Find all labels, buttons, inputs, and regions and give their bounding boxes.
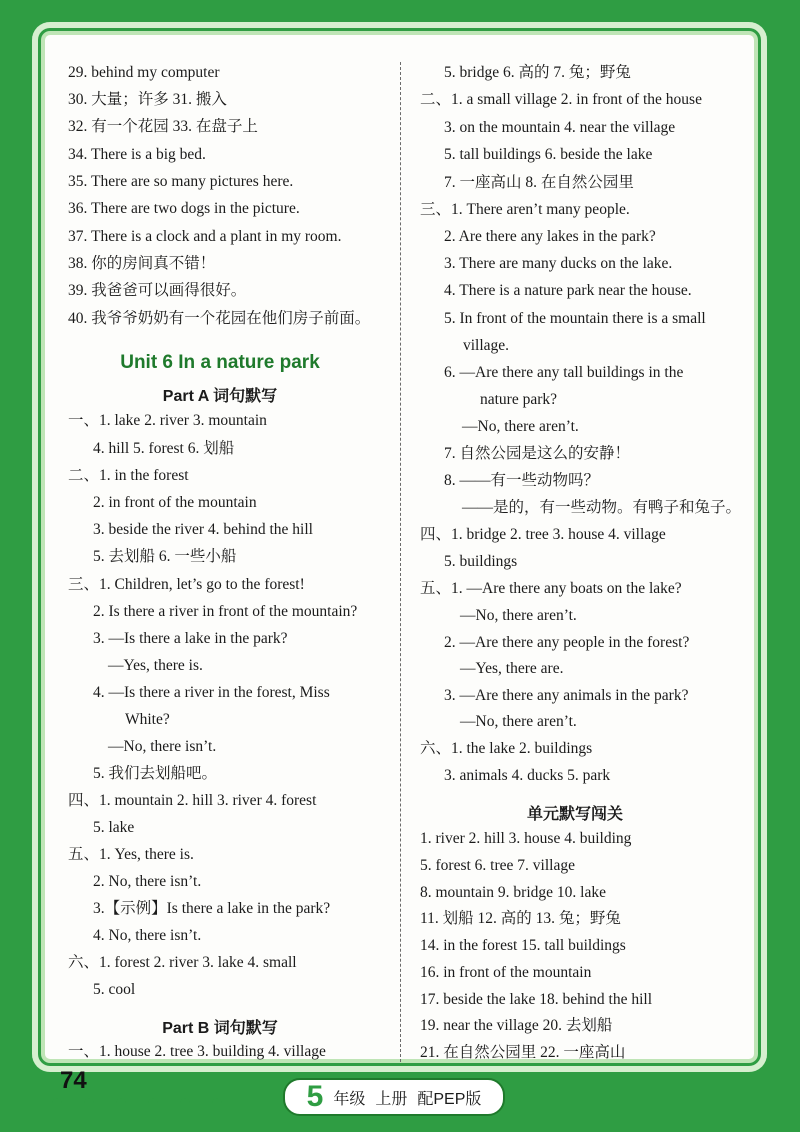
answer-line: 30. 大量；许多 31. 搬入 [68, 91, 227, 108]
answer-line: 六、1. the lake 2. buildings [420, 740, 593, 757]
answer-line: 5. buildings [444, 553, 518, 570]
unit-test-title: 单元默写闯关 [526, 806, 623, 823]
answer-line: 5. tall buildings 6. beside the lake [444, 146, 653, 163]
answer-line: 2. No, there isn’t. [93, 873, 202, 890]
page-number: 74 [60, 1067, 87, 1094]
answer-line: 三、1. Children, let’s go to the forest! [68, 576, 305, 593]
answer-line: 5. 我们去划船吧。 [93, 765, 218, 782]
answer-line: 39. 我爸爸可以画得很好。 [68, 282, 247, 299]
answer-line: 8. mountain 9. bridge 10. lake [420, 884, 606, 901]
answer-line: 2. Is there a river in front of the mountain? [93, 603, 358, 620]
answer-line: 三、1. There aren’t many people. [420, 201, 630, 218]
answer-line: 2. in front of the mountain [93, 494, 257, 511]
answer-line: 4. No, there isn’t. [93, 927, 202, 944]
unit-title: Unit 6 In a nature park [120, 352, 320, 373]
answer-line: 3. —Is there a lake in the park? [93, 630, 288, 647]
answer-line: 四、1. bridge 2. tree 3. house 4. village [420, 526, 666, 543]
grade-label: 年级 [333, 1090, 366, 1108]
answer-line: 29. behind my computer [68, 64, 220, 81]
answer-line: 5. 去划船 6. 一些小船 [93, 548, 237, 565]
answer-line: 3. There are many ducks on the lake. [444, 255, 673, 272]
answer-line: 3.【示例】Is there a lake in the park? [93, 900, 331, 917]
answer-line: 4. —Is there a river in the forest, Miss [93, 684, 330, 701]
answer-line: 五、1. Yes, there is. [68, 846, 194, 863]
answer-line: —No, there aren’t. [460, 713, 577, 730]
answer-line: —No, there aren’t. [460, 607, 577, 624]
answer-line: 11. 划船 12. 高的 13. 兔；野兔 [420, 910, 621, 927]
volume-label: 上册 [375, 1090, 408, 1108]
edition-label: 配PEP版 [417, 1090, 482, 1108]
footer-stripes [52, 1098, 232, 1132]
answer-line: 5. lake [93, 819, 135, 836]
answer-line: 3. —Are there any animals in the park? [444, 687, 689, 704]
answer-line: —Yes, there is. [108, 657, 203, 674]
answer-line: 3. animals 4. ducks 5. park [444, 767, 611, 784]
answer-line: 4. hill 5. forest 6. 划船 [93, 440, 235, 457]
answer-line: 16. in front of the mountain [420, 964, 592, 981]
answer-line: 4. There is a nature park near the house. [444, 282, 692, 299]
part-a-title: Part A 词句默写 [162, 388, 278, 405]
answer-line: 一、1. lake 2. river 3. mountain [68, 412, 267, 429]
answer-line: 5. cool [93, 981, 136, 998]
answer-line: 四、1. mountain 2. hill 3. river 4. forest [68, 792, 317, 809]
answer-line: 6. —Are there any tall buildings in the [444, 364, 684, 381]
answer-line: 五、1. —Are there any boats on the lake? [420, 580, 682, 597]
answer-line: 17. beside the lake 18. behind the hill [420, 991, 653, 1008]
answer-line: 14. in the forest 15. tall buildings [420, 937, 626, 954]
answer-line: ——是的，有一些动物。有鸭子和兔子。 [462, 499, 742, 516]
answer-line: nature park? [480, 391, 558, 408]
answer-line: 5. bridge 6. 高的 7. 兔；野兔 [444, 64, 631, 81]
answer-line: 7. 一座高山 8. 在自然公园里 [444, 174, 634, 191]
answer-line: 二、1. in the forest [68, 467, 189, 484]
answer-line: 5. In front of the mountain there is a small [444, 310, 706, 327]
answer-line: 3. beside the river 4. behind the hill [93, 521, 313, 538]
answer-line: 40. 我爷爷奶奶有一个花园在他们房子前面。 [68, 310, 371, 327]
answer-line: 2. —Are there any people in the forest? [444, 634, 690, 651]
answer-line: 36. There are two dogs in the picture. [68, 200, 300, 217]
answer-line: 37. There is a clock and a plant in my room. [68, 228, 342, 245]
answer-line: 7. 自然公园是这么的安静！ [444, 445, 631, 462]
answer-line: 5. forest 6. tree 7. village [420, 857, 575, 874]
answer-line: 19. near the village 20. 去划船 [420, 1017, 613, 1034]
answer-line: —No, there isn’t. [108, 738, 217, 755]
grade-number: 5 [306, 1080, 324, 1113]
answer-line: 六、1. forest 2. river 3. lake 4. small [68, 954, 297, 971]
answer-line: 3. on the mountain 4. near the village [444, 119, 676, 136]
answer-line: 21. 在自然公园里 22. 一座高山 [420, 1044, 626, 1061]
answer-line: 35. There are so many pictures here. [68, 173, 294, 190]
answer-line: 1. river 2. hill 3. house 4. building [420, 830, 632, 847]
answer-line: —No, there aren’t. [462, 418, 579, 435]
answer-line: 2. Are there any lakes in the park? [444, 228, 656, 245]
answer-line: village. [463, 337, 510, 354]
answer-line: 一、1. house 2. tree 3. building 4. village [68, 1043, 326, 1060]
answer-line: 二、1. a small village 2. in front of the house [420, 91, 702, 108]
answer-line: 38. 你的房间真不错！ [68, 255, 216, 272]
column-divider [400, 62, 401, 1062]
answer-line: White? [125, 711, 170, 728]
answer-line: —Yes, there are. [460, 660, 564, 677]
grade-badge [283, 1078, 505, 1116]
part-b-title: Part B 词句默写 [162, 1020, 278, 1037]
answer-line: 32. 有一个花园 33. 在盘子上 [68, 118, 258, 135]
answer-line: 8. ——有一些动物吗？ [444, 472, 600, 489]
answer-line: 34. There is a big bed. [68, 146, 206, 163]
